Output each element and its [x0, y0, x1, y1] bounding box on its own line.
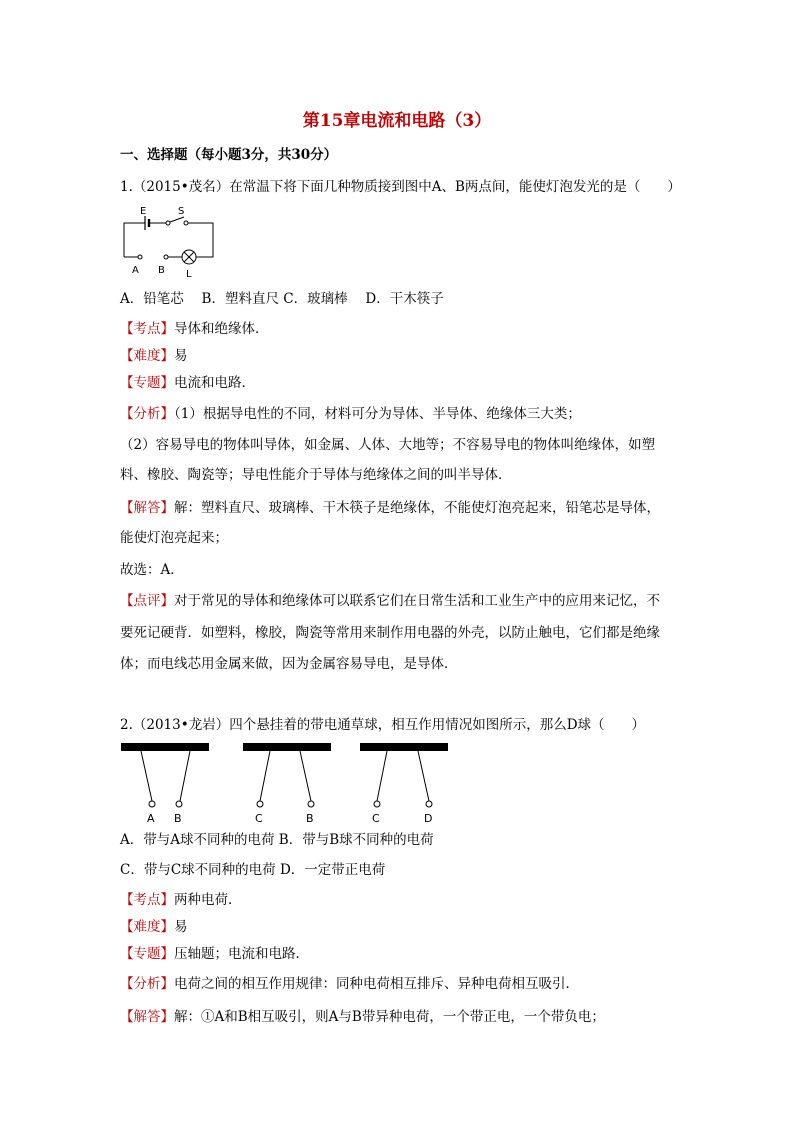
- suspension-bar: [121, 743, 209, 751]
- q1-circuit-diagram: [118, 202, 218, 282]
- tag-kaodian: 【考点】: [120, 321, 174, 337]
- thread-A: [141, 751, 152, 801]
- tag-nandu: 【难度】: [120, 919, 174, 935]
- switch-terminal: [166, 221, 170, 225]
- ball-D: [426, 801, 432, 807]
- thread-D: [418, 751, 429, 801]
- thread-B: [180, 751, 190, 801]
- q1-jieda-line2: 能使灯泡亮起来；: [120, 530, 228, 546]
- ball-label: C: [372, 812, 380, 825]
- tag-jieda: 【解答】: [120, 1009, 174, 1025]
- q1-fenxi-line3: 料、橡胶、陶瓷等；导电性能介于导体与绝缘体之间的叫半导体．: [120, 467, 512, 483]
- q1-fenxi: [120, 405, 690, 423]
- ball-B: [176, 801, 182, 807]
- zhuanti-text: 电流和电路．: [174, 375, 255, 391]
- q1-kaodian: [120, 320, 690, 338]
- q1-stem: 1.（2015•茂名）在常温下将下面几种物质接到图中A、B两点间，能使灯泡发光的是（ ）: [120, 179, 681, 195]
- ball-label: D: [424, 812, 433, 825]
- tag-dianping: 【点评】: [120, 593, 174, 609]
- jieda-text: 解：①A和B相互吸引，则A与B带异种电荷，一个带正电，一个带负电；: [174, 1009, 605, 1025]
- dianping-text: 对于常见的导体和绝缘体可以联系它们在日常生活和工业生产中的应用来记忆，不: [174, 593, 660, 609]
- q2-options-ab: A．带与A球不同种的电荷 B．带与B球不同种的电荷: [120, 832, 434, 848]
- tag-nandu: 【难度】: [120, 348, 174, 364]
- q1-jieda: [120, 499, 690, 517]
- tag-kaodian: 【考点】: [120, 892, 174, 908]
- q2-stem: 2.（2013•龙岩）四个悬挂着的带电通草球，相互作用情况如图所示，那么D球（ ）: [120, 717, 646, 733]
- q2-charged-balls-diagram: [118, 740, 458, 828]
- ball-C: [257, 801, 263, 807]
- q2-zhuanti: [120, 945, 690, 963]
- ball-label: A: [147, 812, 155, 825]
- q1-nandu: [120, 347, 690, 365]
- fenxi-text: （1）根据导电性的不同，材料可分为导体、半导体、绝缘体三大类；: [174, 406, 581, 422]
- suspension-bar: [360, 743, 448, 751]
- tag-fenxi: 【分析】: [120, 976, 174, 992]
- label-S: S: [178, 206, 185, 217]
- circuit-wire-left: [124, 223, 145, 257]
- suspension-bar: [243, 743, 331, 751]
- label-A: A: [132, 265, 139, 276]
- thread-C: [260, 751, 270, 801]
- nandu-text: 易: [174, 348, 188, 364]
- section-heading: 一、选择题（每小题3分，共30分）: [120, 147, 338, 163]
- label-L: L: [186, 269, 192, 280]
- thread-B: [300, 751, 311, 801]
- ball-B: [308, 801, 314, 807]
- tag-zhuanti: 【专题】: [120, 375, 174, 391]
- switch-terminal: [184, 221, 188, 225]
- tag-zhuanti: 【专题】: [120, 946, 174, 962]
- q2-options-cd: C．带与C球不同种的电荷 D．一定带正电荷: [120, 862, 386, 878]
- terminal-A: [138, 255, 142, 259]
- q1-dianping: [120, 592, 690, 610]
- q2-jieda: [120, 1008, 690, 1026]
- kaodian-text: 导体和绝缘体．: [174, 321, 269, 337]
- nandu-text: 易: [174, 919, 188, 935]
- q2-kaodian: [120, 891, 690, 909]
- q1-jieda-line3: 故选：A．: [120, 562, 184, 578]
- label-B: B: [158, 265, 165, 276]
- thread-C: [377, 751, 387, 801]
- q1-dianping-line2: 要死记硬背．如塑料，橡胶，陶瓷等常用来制作用电器的外壳，以防止触电，它们都是绝缘: [120, 625, 660, 641]
- q1-zhuanti: [120, 374, 690, 392]
- q2-fenxi: [120, 975, 690, 993]
- label-E: E: [140, 206, 147, 217]
- ball-A: [149, 801, 155, 807]
- page-title: 第15章电流和电路（3）: [302, 111, 492, 131]
- jieda-text: 解：塑料直尺、玻璃棒、干木筷子是绝缘体，不能使灯泡亮起来，铅笔芯是导体，: [174, 500, 660, 516]
- q1-options: A．铅笔芯 B．塑料直尺 C．玻璃棒 D．干木筷子: [120, 291, 444, 307]
- ball-label: B: [306, 812, 314, 825]
- q1-fenxi-line2: （2）容易导电的物体叫导体，如金属、人体、大地等；不容易导电的物体叫绝缘体，如塑: [120, 437, 656, 453]
- switch-blade: [170, 217, 184, 222]
- terminal-B: [164, 255, 168, 259]
- q1-dianping-line3: 体；而电线芯用金属来做，因为金属容易导电，是导体．: [120, 656, 458, 672]
- fenxi-text: 电荷之间的相互作用规律：同种电荷相互排斥、异种电荷相互吸引．: [174, 976, 579, 992]
- tag-jieda: 【解答】: [120, 500, 174, 516]
- kaodian-text: 两种电荷．: [174, 892, 242, 908]
- ball-label: B: [174, 812, 182, 825]
- ball-C: [374, 801, 380, 807]
- tag-fenxi: 【分析】: [120, 406, 174, 422]
- q2-nandu: [120, 918, 690, 936]
- ball-label: C: [255, 812, 263, 825]
- zhuanti-text: 压轴题；电流和电路．: [174, 946, 309, 962]
